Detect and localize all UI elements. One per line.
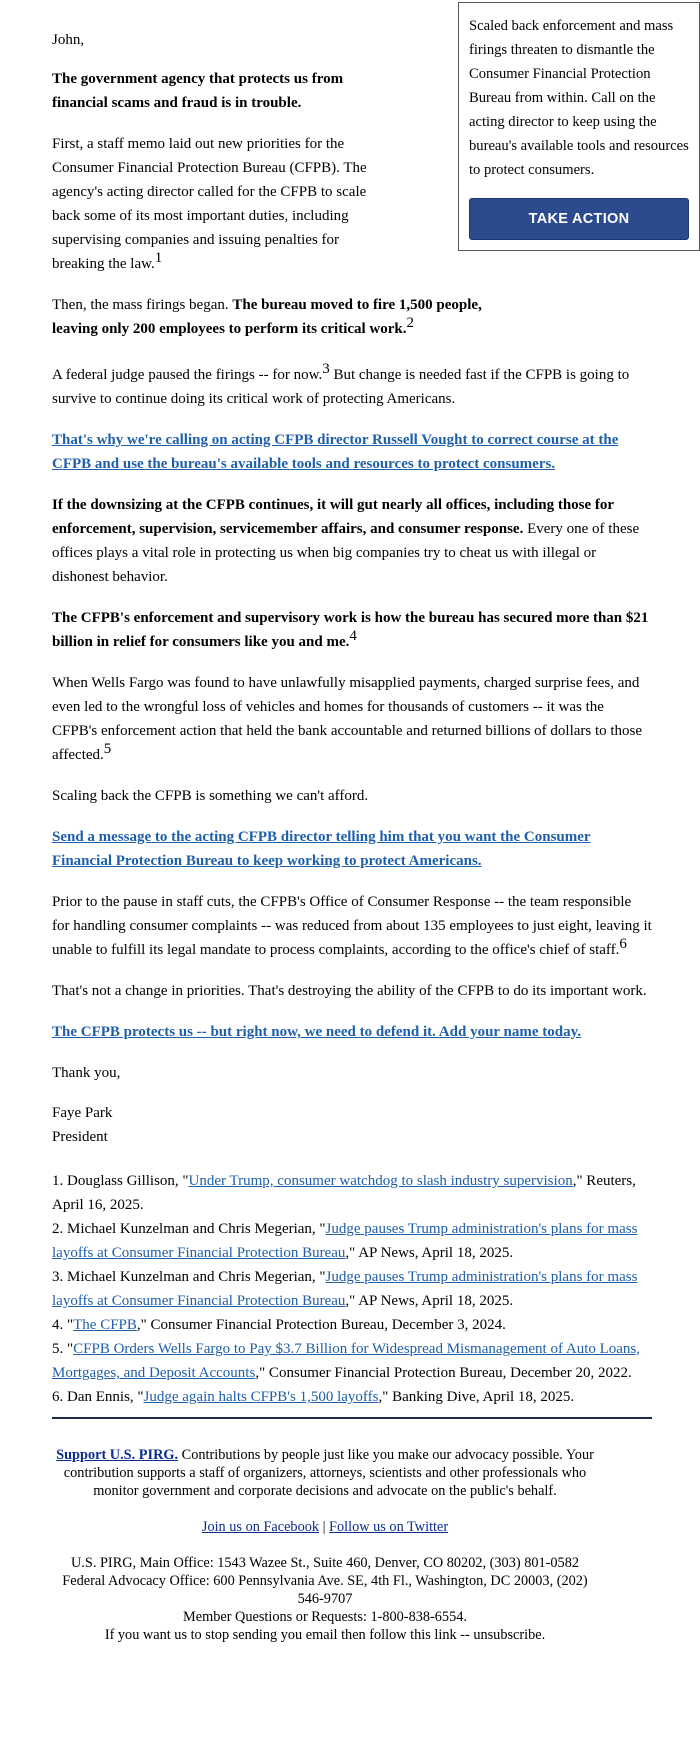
- relief-paragraph: [52, 606, 652, 654]
- add-name-paragraph: [52, 1020, 652, 1044]
- main-office-address: U.S. PIRG, Main Office: 1543 Wazee St., Suite 460, Denver, CO 80202, (303) 801-0582: [70, 1555, 579, 1571]
- thanks: Thank you,: [52, 1065, 121, 1081]
- federal-office-address: Federal Advocacy Office: 600 Pennsylvania Ave. SE, 4th Fl., Washington, DC 20003, (202) 546-9707: [62, 1573, 588, 1607]
- consumer-response-text: Prior to the pause in staff cuts, the CFPB's Office of Consumer Response -- the team responsible for handling consumer complaints -- was reduced from about 135 employees to just eight, leaving it unable to fulfill its legal mandate to process complaints, according to the office's chief of staff.: [52, 894, 652, 958]
- memo-text: First, a staff memo laid out new priorities for the Consumer Financial Protection Bureau (CFPB). The agency's acting director called for the CFPB to scale back some of its most important duties, including supervising companies and issuing penalties for breaking the law.: [52, 136, 367, 272]
- afford-paragraph: Scaling back the CFPB is something we can't afford.: [52, 788, 369, 804]
- memo-paragraph: [52, 132, 370, 276]
- wells-fargo-text: When Wells Fargo was found to have unlawfully misapplied payments, charged surprise fees, and even led to the wrongful loss of vehicles and homes for thousands of customers -- it was the CFPB's enforcement action that held the bank accountable and returned billions of dollars to those affected.: [52, 675, 643, 763]
- footnote-marker: 1: [154, 250, 163, 266]
- reference-item: 3. Michael Kunzelman and Chris Megerian, "Judge pauses Trump administration's plans for mass layoffs at Consumer Financial Protection Bureau," AP News, April 18, 2025.: [52, 1269, 638, 1309]
- consumer-response-paragraph: [52, 890, 652, 962]
- priorities-paragraph: That's not a change in priorities. That's destroying the ability of the CFPB to do its important work.: [52, 983, 647, 999]
- judge-paragraph: [52, 363, 652, 411]
- firings-bold: The bureau moved to fire 1,500 people, leaving only 200 employees to perform its critical work.: [52, 297, 482, 337]
- action-link-vought[interactable]: That's why we're calling on acting CFPB director Russell Vought to correct course at the CFPB and use the bureau's available tools and resources to protect consumers.: [52, 432, 619, 472]
- downsizing-paragraph: [52, 493, 652, 589]
- greeting: John,: [52, 32, 85, 48]
- action-link-add-name[interactable]: The CFPB protects us -- but right now, we need to defend it. Add your name today.: [52, 1024, 582, 1040]
- firings-paragraph: [52, 293, 512, 341]
- reference-item: 6. Dan Ennis, "Judge again halts CFPB's 1,500 layoffs," Banking Dive, April 18, 2025.: [52, 1389, 575, 1405]
- wells-fargo-paragraph: [52, 671, 652, 767]
- facebook-link[interactable]: Join us on Facebook: [201, 1519, 320, 1535]
- reference-item: 2. Michael Kunzelman and Chris Megerian, "Judge pauses Trump administration's plans for mass layoffs at Consumer Financial Protection Bureau," AP News, April 18, 2025.: [52, 1221, 638, 1261]
- footnote-marker: 4: [349, 628, 357, 644]
- social-separator: |: [319, 1519, 330, 1535]
- twitter-link[interactable]: Follow us on Twitter: [329, 1519, 449, 1535]
- intro-paragraph: [52, 67, 370, 115]
- take-action-box: [458, 2, 700, 251]
- take-action-text: Scaled back enforcement and mass firings threaten to dismantle the Consumer Financial Protection Bureau from within. Call on the acting director to keep using the bureau's available tools and resources to protect consumers.: [469, 18, 689, 178]
- support-link[interactable]: Support U.S. PIRG.: [56, 1447, 179, 1463]
- reference-link[interactable]: Judge pauses Trump administration's plans for mass layoffs at Consumer Financial Protection Bureau: [52, 1269, 638, 1309]
- reference-item: 4. "The CFPB," Consumer Financial Protection Bureau, December 3, 2024.: [52, 1317, 506, 1333]
- footnote-marker: 6: [619, 936, 627, 952]
- downsizing-text: Every one of these offices plays a vital role in protecting us when big companies try to cheat us with illegal or dishonest behavior.: [52, 521, 640, 585]
- signature: [52, 1101, 700, 1149]
- reference-item: 5. "CFPB Orders Wells Fargo to Pay $3.7 Billion for Widespread Mismanagement of Auto Loans, Mortgages, and Deposit Accounts," Consumer Financial Protection Bureau, December 20, 2022.: [52, 1341, 641, 1381]
- signature-name: Faye Park: [52, 1105, 113, 1121]
- firings-text: Then, the mass firings began.: [52, 297, 233, 313]
- reference-link[interactable]: CFPB Orders Wells Fargo to Pay $3.7 Billion for Widespread Mismanagement of Auto Loans, Mortgages, and Deposit Accounts: [52, 1341, 641, 1381]
- take-action-button[interactable]: TAKE ACTION: [469, 198, 689, 240]
- email-body: [52, 0, 700, 1644]
- downsizing-bold: If the downsizing at the CFPB continues, it will gut nearly all offices, including those for enforcement, supervision, servicemember affairs, and consumer response.: [52, 497, 614, 537]
- reference-link[interactable]: The CFPB: [73, 1317, 137, 1333]
- judge-text-a: A federal judge paused the firings -- for now.: [52, 367, 323, 383]
- footer: [0, 1419, 650, 1644]
- signature-title: President: [52, 1129, 108, 1145]
- references: [52, 1169, 652, 1409]
- reference-link[interactable]: Under Trump, consumer watchdog to slash industry supervision: [188, 1173, 573, 1189]
- footnote-marker: 3: [322, 361, 330, 377]
- unsubscribe-line[interactable]: If you want us to stop sending you email then follow this link -- unsubscribe.: [104, 1627, 546, 1643]
- footnote-marker: 5: [103, 741, 112, 757]
- support-blurb: [0, 1446, 650, 1500]
- action-link-paragraph: [52, 428, 652, 476]
- social-links: [0, 1518, 650, 1536]
- reference-item: 1. Douglass Gillison, "Under Trump, consumer watchdog to slash industry supervision," Reuters, April 16, 2025.: [52, 1173, 636, 1213]
- reference-link[interactable]: Judge pauses Trump administration's plans for mass layoffs at Consumer Financial Protection Bureau: [52, 1221, 638, 1261]
- message-link-paragraph: [52, 825, 652, 873]
- judge-text-b: But change is needed fast if the CFPB is going to survive to continue doing its critical work of protecting Americans.: [52, 367, 630, 407]
- relief-bold: The CFPB's enforcement and supervisory work is how the bureau has secured more than $21 billion in relief for consumers like you and me.: [52, 610, 649, 650]
- member-questions: Member Questions or Requests: 1-800-838-6554.: [183, 1609, 467, 1625]
- support-text: Contributions by people just like you make our advocacy possible. Your contribution supports a staff of organizers, attorneys, scientists and other professionals who monitor government and corporate decisions and advocate on the public's behalf.: [63, 1447, 594, 1499]
- footnote-marker: 2: [406, 315, 415, 331]
- action-link-message[interactable]: Send a message to the acting CFPB director telling him that you want the Consumer Financial Protection Bureau to keep working to protect Americans.: [52, 829, 591, 869]
- reference-link[interactable]: Judge again halts CFPB's 1,500 layoffs: [143, 1389, 379, 1405]
- intro-bold: The government agency that protects us from financial scams and fraud is in trouble.: [52, 71, 344, 111]
